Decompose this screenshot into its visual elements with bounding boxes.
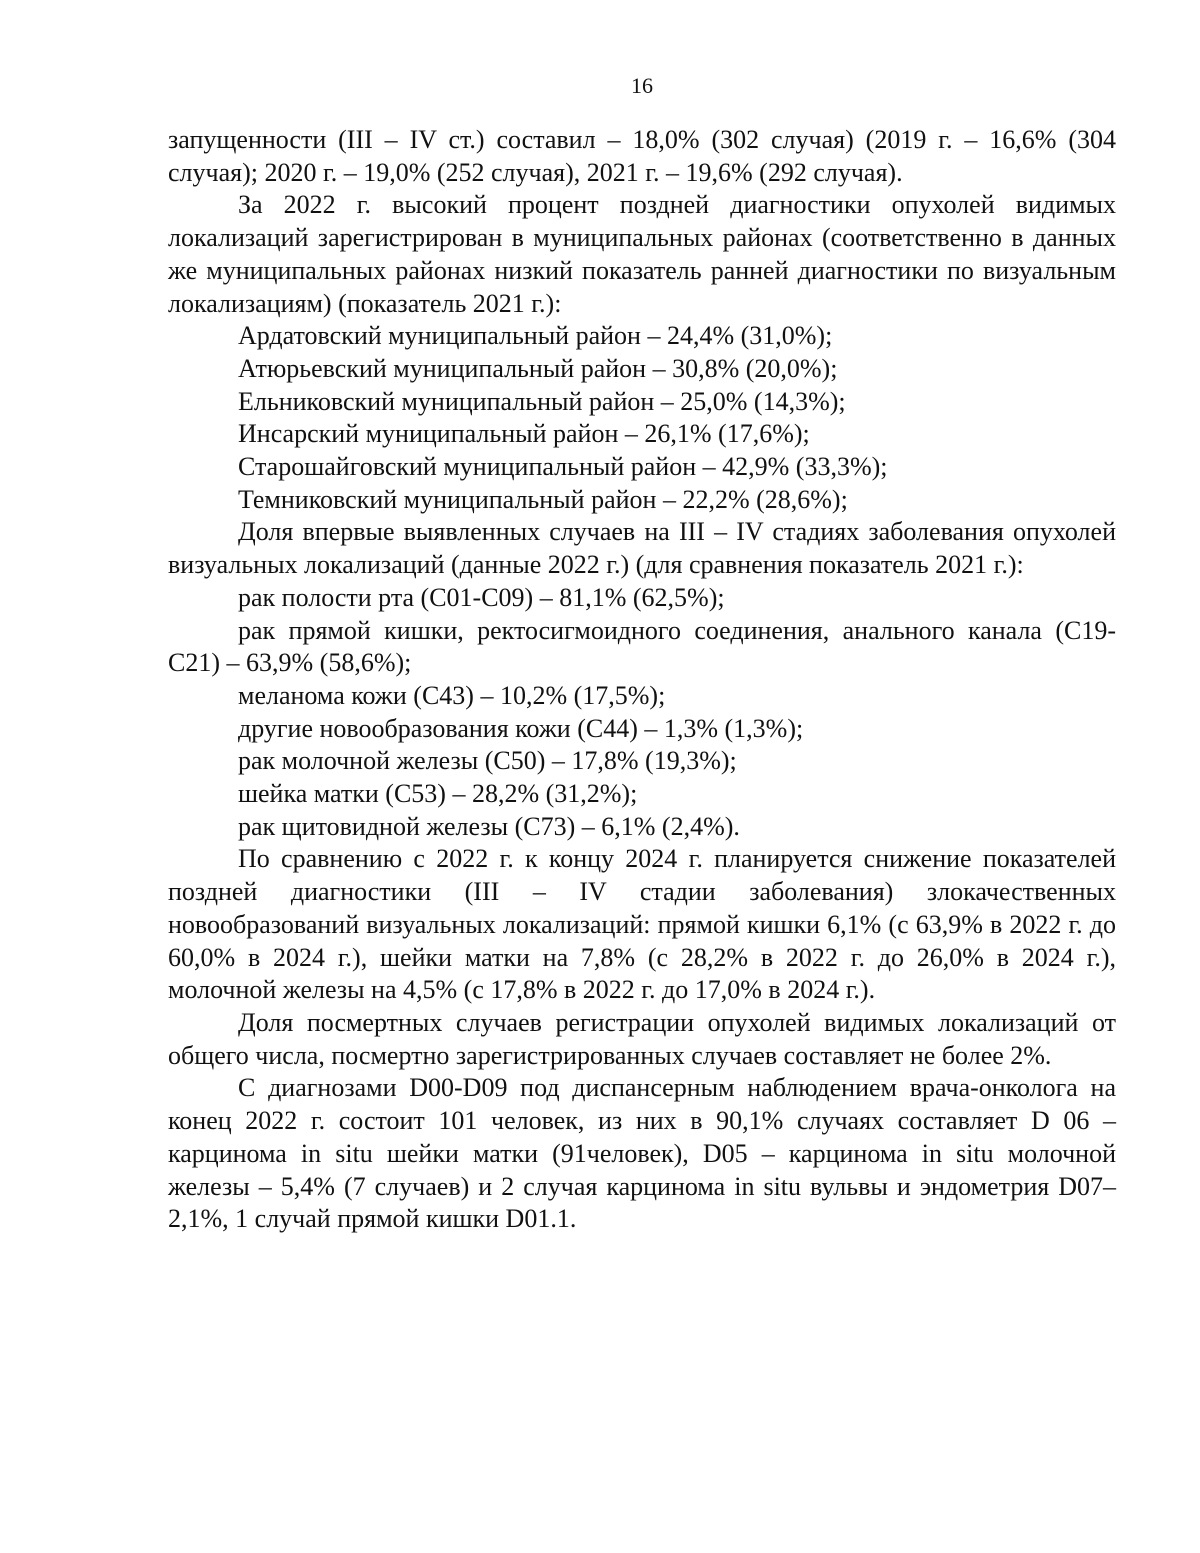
paragraph-localizations-intro: Доля впервые выявленных случаев на III – IV стадиях заболевания опухолей визуальных локализаций (данные 2022 г.) (для сравнения показатель 2021 г.): xyxy=(168,517,1116,580)
list-item-district: Старошайговский муниципальный район – 42,9% (33,3%); xyxy=(238,452,888,482)
list-item-district: Инсарский муниципальный район – 26,1% (17,6%); xyxy=(238,419,810,449)
list-item-district: Атюрьевский муниципальный район – 30,8% (20,0%); xyxy=(238,353,838,383)
paragraph-dispensary-observation: С диагнозами D00-D09 под диспансерным наблюдением врача-онколога на конец 2022 г. состоит 101 человек, из них в 90,1% случаях составляет D 06 – карцинома in situ шейки матки (91человек), D05 – карцинома in situ молочной железы – 5,4% (7 случаев) и 2 случая карцинома in situ вульвы и эндометрия D07– 2,1%, 1 случай прямой кишки D01.1. xyxy=(168,1073,1116,1234)
document-body xyxy=(168,124,1116,1236)
list-item-localization: шейка матки (С53) – 28,2% (31,2%); xyxy=(238,779,638,809)
list-item-district: Ельниковский муниципальный район – 25,0% (14,3%); xyxy=(238,386,846,416)
list-item-localization: меланома кожи (С43) – 10,2% (17,5%); xyxy=(238,680,666,710)
paragraph-late-diagnosis-stats: запущенности (III – IV ст.) составил – 18,0% (302 случая) (2019 г. – 16,6% (304 случая); 2020 г. – 19,0% (252 случая), 2021 г. – 19,6% (292 случая). xyxy=(168,125,1116,187)
paragraph-districts-intro: За 2022 г. высокий процент поздней диагностики опухолей видимых локализаций зарегистрирован в муниципальных районах (соответственно в данных же муниципальных районах низкий показатель ранней диагностики по визуальным локализациям) (показатель 2021 г.): xyxy=(168,190,1116,318)
list-item-district: Темниковский муниципальный район – 22,2% (28,6%); xyxy=(238,484,848,514)
paragraph-posthumous-cases: Доля посмертных случаев регистрации опухолей видимых локализаций от общего числа, посмертно зарегистрированных случаев составляет не более 2%. xyxy=(168,1007,1116,1070)
page-number: 16 xyxy=(631,73,653,98)
paragraph-planned-reduction: По сравнению с 2022 г. к концу 2024 г. планируется снижение показателей поздней диагностики (III – IV стадии заболевания) злокачественных новообразований визуальных локализаций: прямой кишки 6,1% (с 63,9% в 2022 г. до 60,0% в 2024 г.), шейки матки на 7,8% (с 28,2% в 2022 г. до 26,0% в 2024 г.), молочной железы на 4,5% (с 17,8% в 2022 г. до 17,0% в 2024 г.). xyxy=(168,844,1116,1005)
list-item-district: Ардатовский муниципальный район – 24,4% (31,0%); xyxy=(238,321,833,351)
list-item-localization: рак полости рта (С01-С09) – 81,1% (62,5%); xyxy=(238,582,725,612)
list-item-localization: другие новообразования кожи (С44) – 1,3% (1,3%); xyxy=(238,713,804,743)
list-item-localization: рак щитовидной железы (С73) – 6,1% (2,4%). xyxy=(238,811,740,841)
list-item-localization: рак молочной железы (С50) – 17,8% (19,3%); xyxy=(238,746,737,776)
list-item-localization: рак прямой кишки, ректосигмоидного соединения, анального канала (С19-С21) – 63,9% (58,6%); xyxy=(168,615,1116,678)
